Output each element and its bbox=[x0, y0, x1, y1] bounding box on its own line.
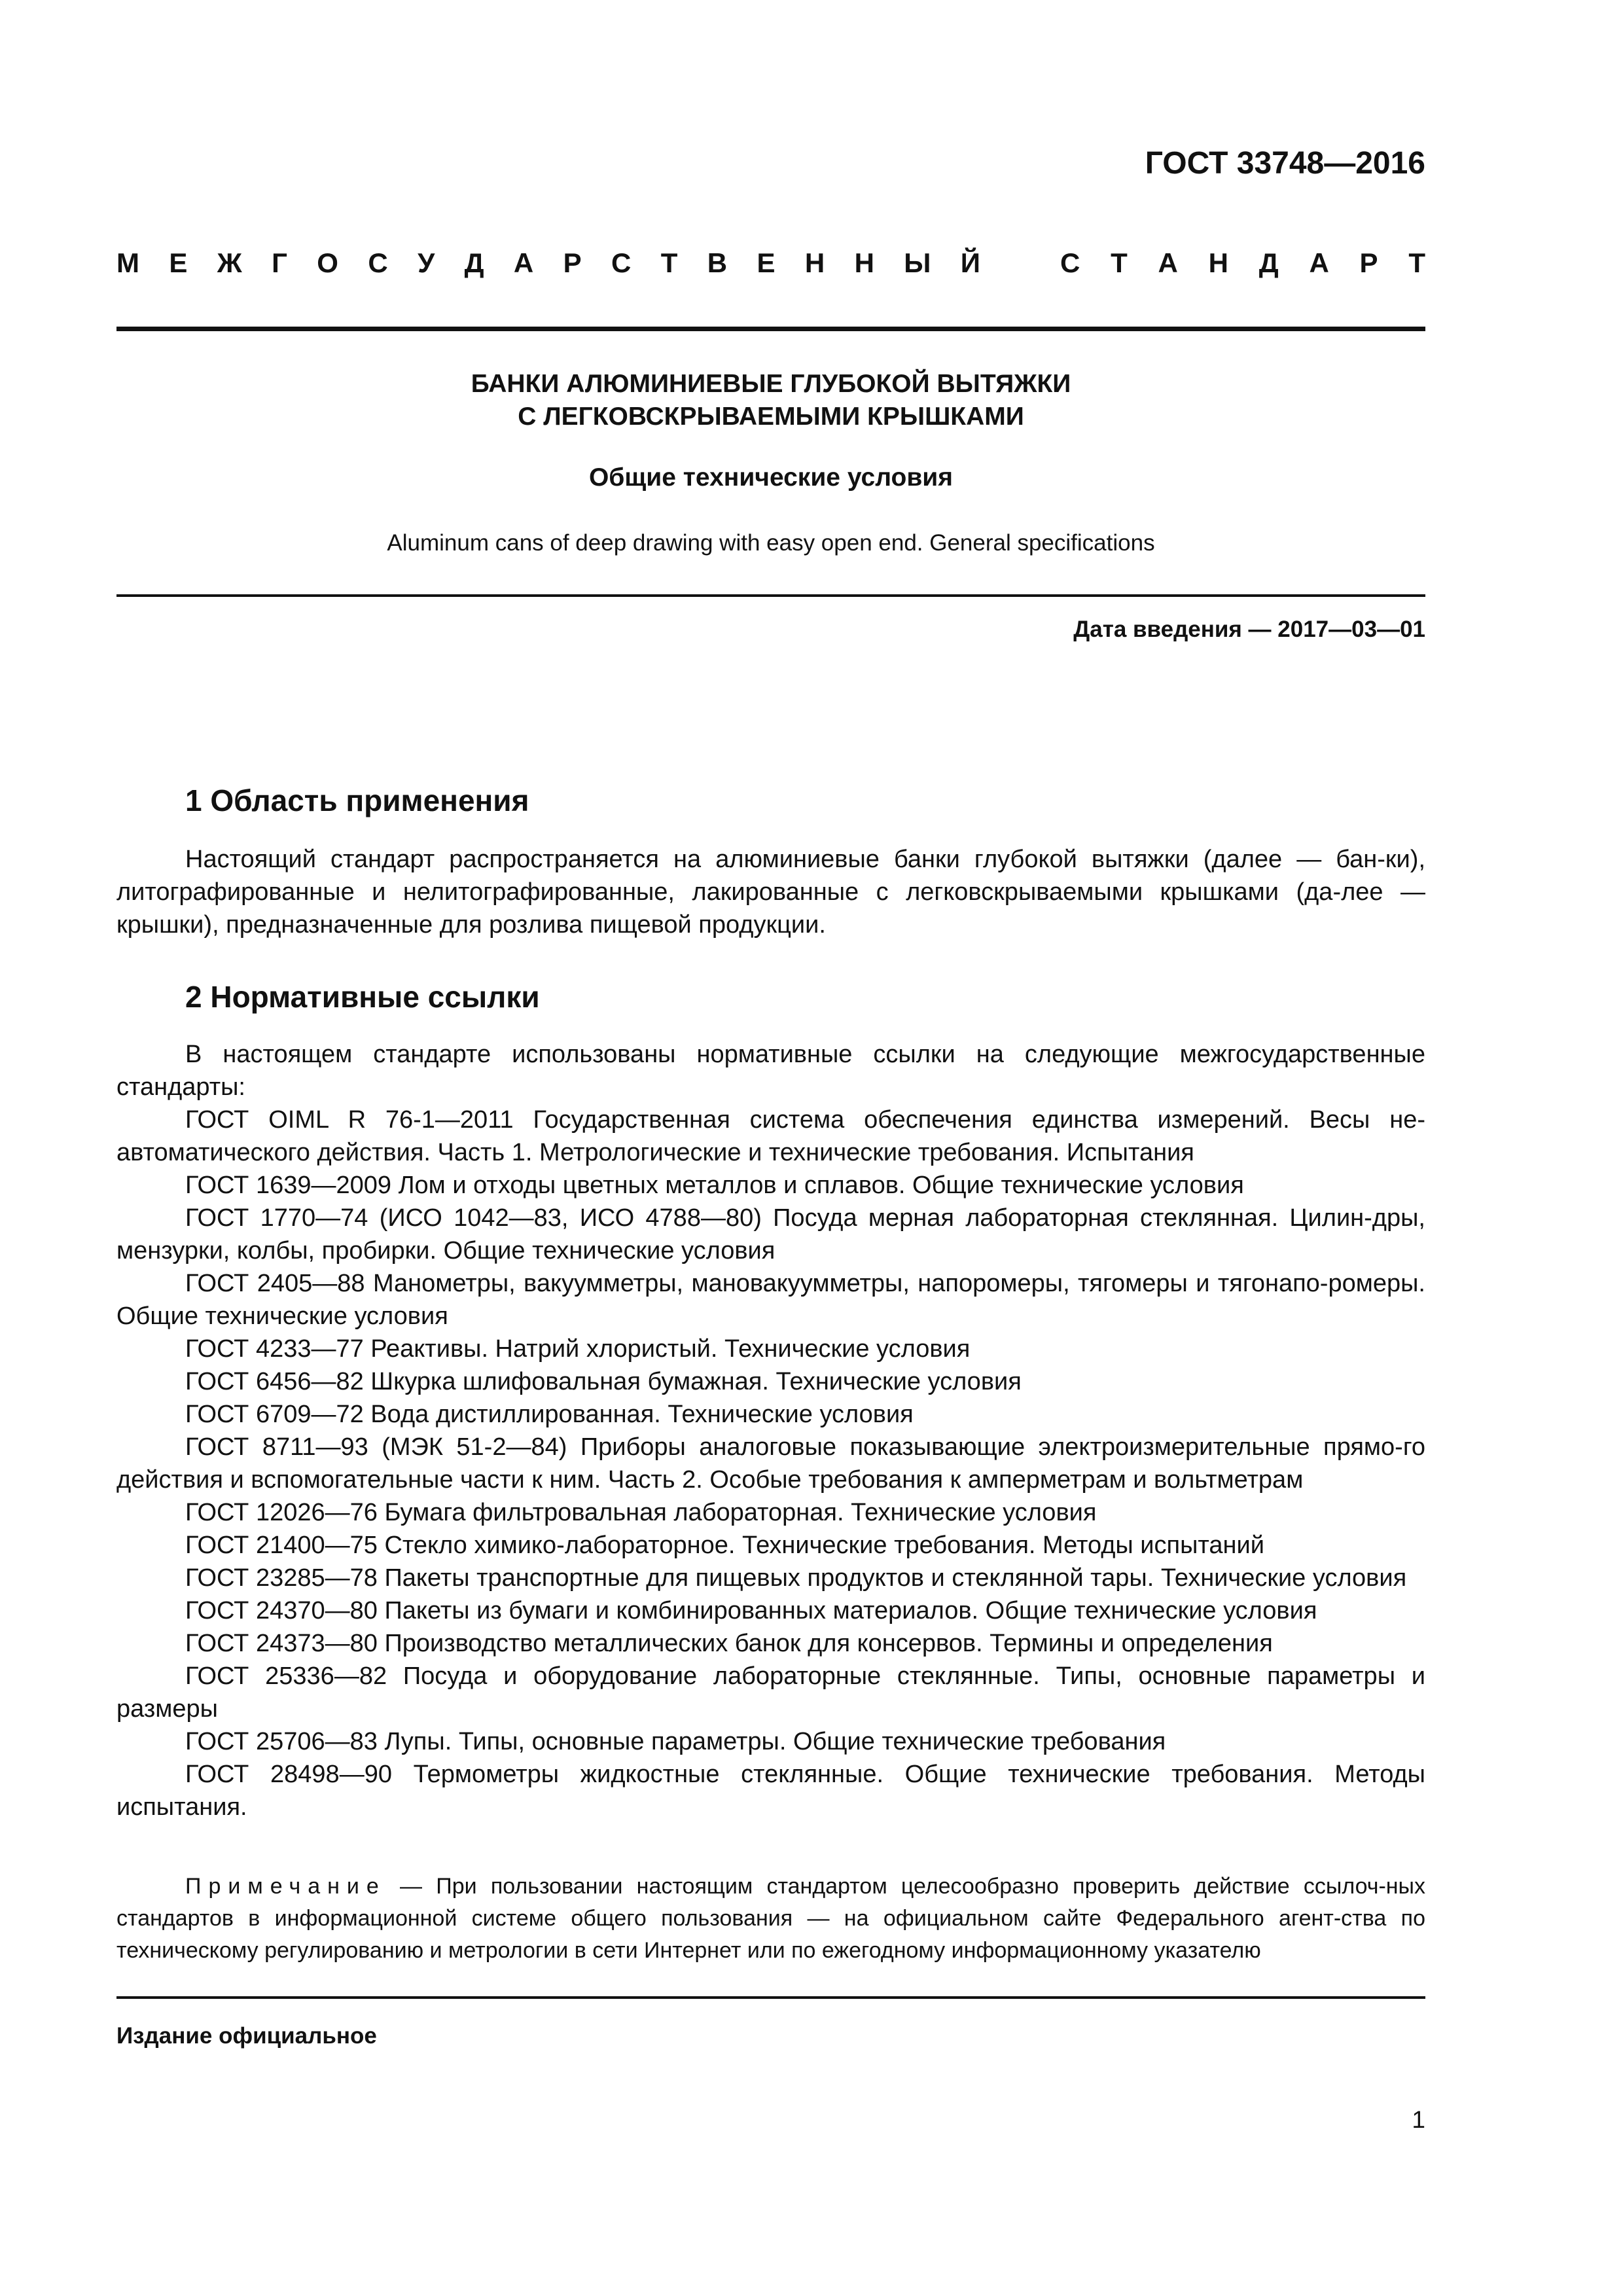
standard-word bbox=[1060, 247, 1425, 279]
document-title-line2: С ЛЕГКОВСКРЫВАЕМЫМИ КРЫШКАМИ bbox=[518, 403, 1024, 431]
document-title-line1: БАНКИ АЛЮМИНИЕВЫЕ ГЛУБОКОЙ ВЫТЯЖКИ bbox=[471, 370, 1071, 398]
reference-item: ГОСТ 6709—72 Вода дистиллированная. Технические условия bbox=[185, 1401, 914, 1428]
heading-letter: У bbox=[418, 247, 435, 278]
section-body-normative-references bbox=[116, 1038, 1425, 1823]
interstate-word bbox=[116, 247, 980, 279]
reference-item: ГОСТ 2405—88 Манометры, вакуумметры, мановакуумметры, напоромеры, тягомеры и тягонапо-ромеры. Общие технические условия bbox=[116, 1270, 1425, 1330]
reference-item: ГОСТ 1639—2009 Лом и отходы цветных металлов и сплавов. Общие технические условия bbox=[185, 1172, 1244, 1199]
official-edition-label: Издание официальное bbox=[116, 2023, 377, 2049]
heading-letter: С bbox=[611, 247, 632, 278]
standard-designation: ГОСТ 33748—2016 bbox=[1145, 146, 1425, 181]
heading-letter: Н bbox=[1208, 247, 1228, 278]
thick-divider bbox=[116, 327, 1425, 331]
page-number: 1 bbox=[1412, 2106, 1425, 2133]
heading-letter: Т bbox=[1408, 247, 1425, 278]
heading-letter: Д bbox=[464, 247, 484, 278]
heading-letter: Й bbox=[960, 247, 980, 278]
reference-item: ГОСТ 25336—82 Посуда и оборудование лабораторные стеклянные. Типы, основные параметры и размеры bbox=[116, 1662, 1425, 1723]
note-label: Примечание bbox=[185, 1874, 386, 1899]
reference-item: ГОСТ 6456—82 Шкурка шлифовальная бумажная. Технические условия bbox=[185, 1368, 1022, 1395]
reference-item: ГОСТ 24373—80 Производство металлических банок для консервов. Термины и определения bbox=[185, 1630, 1273, 1657]
reference-item: ГОСТ 25706—83 Лупы. Типы, основные параметры. Общие технические требования bbox=[185, 1728, 1166, 1755]
reference-item: ГОСТ 4233—77 Реактивы. Натрий хлористый. Технические условия bbox=[185, 1335, 971, 1363]
section-heading-normative-references: 2 Нормативные ссылки bbox=[185, 980, 540, 1014]
section-body-scope bbox=[116, 843, 1425, 941]
paragraph: В настоящем стандарте использованы нормативные ссылки на следующие межгосударственные стандарты: bbox=[116, 1041, 1425, 1101]
reference-item: ГОСТ 1770—74 (ИСО 1042—83, ИСО 4788—80) Посуда мерная лабораторная стеклянная. Цилин-дры, мензурки, колбы, пробирки. Общие технические условия bbox=[116, 1204, 1425, 1265]
reference-item: ГОСТ 28498—90 Термометры жидкостные стеклянные. Общие технические требования. Методы испытания. bbox=[116, 1761, 1425, 1821]
heading-letter: Н bbox=[804, 247, 825, 278]
footer-divider bbox=[116, 1996, 1425, 1999]
heading-letter: О bbox=[317, 247, 338, 278]
heading-letter: А bbox=[513, 247, 534, 278]
heading-letter: М bbox=[116, 247, 139, 278]
section-heading-scope: 1 Область применения bbox=[185, 783, 529, 817]
heading-letter: Г bbox=[272, 247, 287, 278]
note-text: — При пользовании настоящим стандартом целесообразно проверить действие ссылоч-ных стандартов в информационной системе общего пользования — на официальном сайте Федерального агент-ства по техническому регулированию и метрологии в сети Интернет или по ежегодному информационному указателю bbox=[116, 1874, 1425, 1963]
heading-letter: Е bbox=[169, 247, 188, 278]
heading-letter: Е bbox=[757, 247, 776, 278]
heading-letter: С bbox=[1060, 247, 1080, 278]
interstate-standard-heading bbox=[116, 247, 1425, 279]
reference-item: ГОСТ OIML R 76-1—2011 Государственная система обеспечения единства измерений. Весы не-автоматического действия. Часть 1. Метрологические и технические требования. Испытания bbox=[116, 1106, 1425, 1166]
heading-letter: А bbox=[1158, 247, 1178, 278]
heading-letter: Р bbox=[563, 247, 582, 278]
reference-item: ГОСТ 21400—75 Стекло химико-лабораторное. Технические требования. Методы испытаний bbox=[185, 1532, 1264, 1559]
reference-item: ГОСТ 23285—78 Пакеты транспортные для пищевых продуктов и стеклянной тары. Технические условия bbox=[185, 1564, 1407, 1592]
heading-letter: Д bbox=[1258, 247, 1279, 278]
heading-letter: Ы bbox=[904, 247, 931, 278]
heading-letter: В bbox=[707, 247, 728, 278]
english-title: Aluminum cans of deep drawing with easy open end. General specifications bbox=[387, 530, 1155, 556]
reference-item: ГОСТ 24370—80 Пакеты из бумаги и комбинированных материалов. Общие технические условия bbox=[185, 1597, 1317, 1624]
note-paragraph bbox=[116, 1871, 1425, 1967]
reference-item: ГОСТ 12026—76 Бумага фильтровальная лабораторная. Технические условия bbox=[185, 1499, 1097, 1526]
introduction-date: Дата введения — 2017—03—01 bbox=[1073, 617, 1425, 642]
heading-letter: Т bbox=[660, 247, 678, 278]
heading-letter: А bbox=[1309, 247, 1329, 278]
note-block bbox=[116, 1871, 1425, 1967]
reference-item: ГОСТ 8711—93 (МЭК 51-2—84) Приборы аналоговые показывающие электроизмерительные прямо-го действия и вспомогательные части к ним. Часть 2. Особые требования к амперметрам и вольтметрам bbox=[116, 1433, 1425, 1494]
heading-letter: Н bbox=[854, 247, 874, 278]
heading-letter: С bbox=[368, 247, 388, 278]
heading-letter: Р bbox=[1359, 247, 1378, 278]
title-divider bbox=[116, 594, 1425, 597]
document-subtitle: Общие технические условия bbox=[588, 463, 954, 492]
heading-letter: Ж bbox=[217, 247, 242, 278]
paragraph: Настоящий стандарт распространяется на алюминиевые банки глубокой вытяжки (далее — бан-ки), литографированные и нелитографированные, лакированные с легковскрываемыми крышками (да-лее — крышки), предназначенные для розлива пищевой продукции. bbox=[116, 846, 1425, 939]
heading-letter: Т bbox=[1111, 247, 1128, 278]
